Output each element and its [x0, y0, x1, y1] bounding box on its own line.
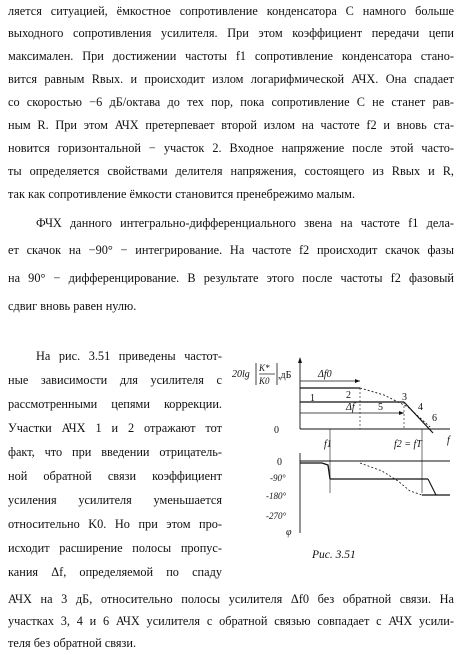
phase-tick-180: -180° — [266, 491, 287, 501]
text-line: выходного сопротивления усилителя. При этом коэффициент передачи цепи — [8, 26, 454, 40]
phase-tick-90: -90° — [270, 473, 286, 483]
text-line: максимален. При достижении частоты f1 сопротивление конденсатора стано- — [8, 49, 454, 63]
f2-label: f2 = fT — [394, 439, 422, 450]
text-line: так как сопротивление ёмкости становится пренебрежимо малым. — [8, 187, 356, 201]
zero-bottom-label: 0 — [277, 457, 282, 468]
figure-3-51 — [232, 357, 456, 577]
text-line: ФЧХ данного интегрально-дифференциального звена на частоте f1 дела- — [36, 216, 454, 230]
text-line: относительно K0. Но при этом про- — [8, 517, 222, 531]
y-axis-unit: ,дБ — [278, 370, 292, 381]
text-line: рассмотренными цепями коррекции. — [8, 397, 222, 411]
segment-label-6: 6 — [432, 413, 437, 424]
text-line: кания Δf, определяемой по спаду — [8, 565, 222, 579]
text-line: со скоростью −6 дБ/октава до тех пор, пока сопротивление C не станет рав- — [8, 95, 454, 109]
text-line: ной обратной связи коэффициент — [8, 469, 222, 483]
text-line: сдвиг вновь равен нулю. — [8, 299, 137, 313]
segment-label-4: 4 — [418, 402, 423, 413]
text-line: вится равным Rвых. и происходит излом логарифмической АЧХ. Она спадает — [8, 72, 454, 86]
phi-label: φ — [286, 527, 292, 538]
zero-top-label: 0 — [274, 425, 279, 436]
text-line: На рис. 3.51 приведены частот- — [36, 349, 222, 363]
text-line: ляется ситуацией, ёмкостное сопротивление конденсатора C намного больше — [8, 4, 454, 18]
segment-label-2: 2 — [346, 390, 351, 401]
text-line: ет скачок на −90° − интегрирование. На частоте f2 происходит скачок фазы — [8, 243, 454, 257]
text-line: Участки АЧХ 1 и 2 отражают тот — [8, 421, 222, 435]
segment-label-5: 5 — [378, 402, 383, 413]
text-line: новится горизонтальной − участок 2. Входное напряжение после этой часто- — [8, 141, 454, 155]
text-line: исходит расширение полосы пропус- — [8, 541, 222, 555]
phase-drop-f1 — [300, 463, 330, 479]
text-line: ным R. При этом АЧХ претерпевает второй излом на частоте f2 и вновь ста- — [8, 118, 454, 132]
f-axis-label: f — [447, 435, 450, 446]
y-axis-label-prefix: 20lg — [232, 369, 250, 380]
text-line: теля без обратной связи. — [8, 636, 137, 650]
y-axis-label-den: K0 — [259, 376, 270, 386]
segment-label-3: 3 — [402, 392, 407, 403]
text-line: ты определяется свойствами делителя напряжения, состоящего из Rвых и R, — [8, 164, 454, 178]
f1-label: f1 — [324, 439, 332, 450]
text-line: усиления усилителя уменьшается — [8, 493, 222, 507]
phase-drop-f2 — [428, 479, 436, 495]
delta-f-label: Δf — [346, 402, 355, 413]
delta-f-arrow — [399, 411, 404, 415]
text-line: на 90° − дифференцирование. В результате этого после частоты f2 фазовый — [8, 271, 454, 285]
text-line: АЧХ на 3 дБ, относительно полосы усилителя Δf0 без обратной связи. На — [8, 592, 454, 606]
text-line: факт, что при введении отрицатель- — [8, 445, 222, 459]
phase-tick-270: -270° — [266, 511, 287, 521]
figure-caption: Рис. 3.51 — [312, 549, 356, 561]
segment-label-1: 1 — [310, 393, 315, 404]
top-y-axis-arrow — [298, 357, 302, 363]
y-axis-label-num: K* — [259, 363, 270, 373]
text-line: ные зависимости для усилителя с — [8, 373, 222, 387]
delta-f0-arrow — [355, 379, 360, 383]
text-line: участках 3, 4 и 6 АЧХ усилителя с обратной связью совпадает с АЧХ усили- — [8, 614, 454, 628]
frequency-response-diagram — [232, 357, 456, 547]
delta-f0-label: Δf0 — [318, 369, 332, 380]
